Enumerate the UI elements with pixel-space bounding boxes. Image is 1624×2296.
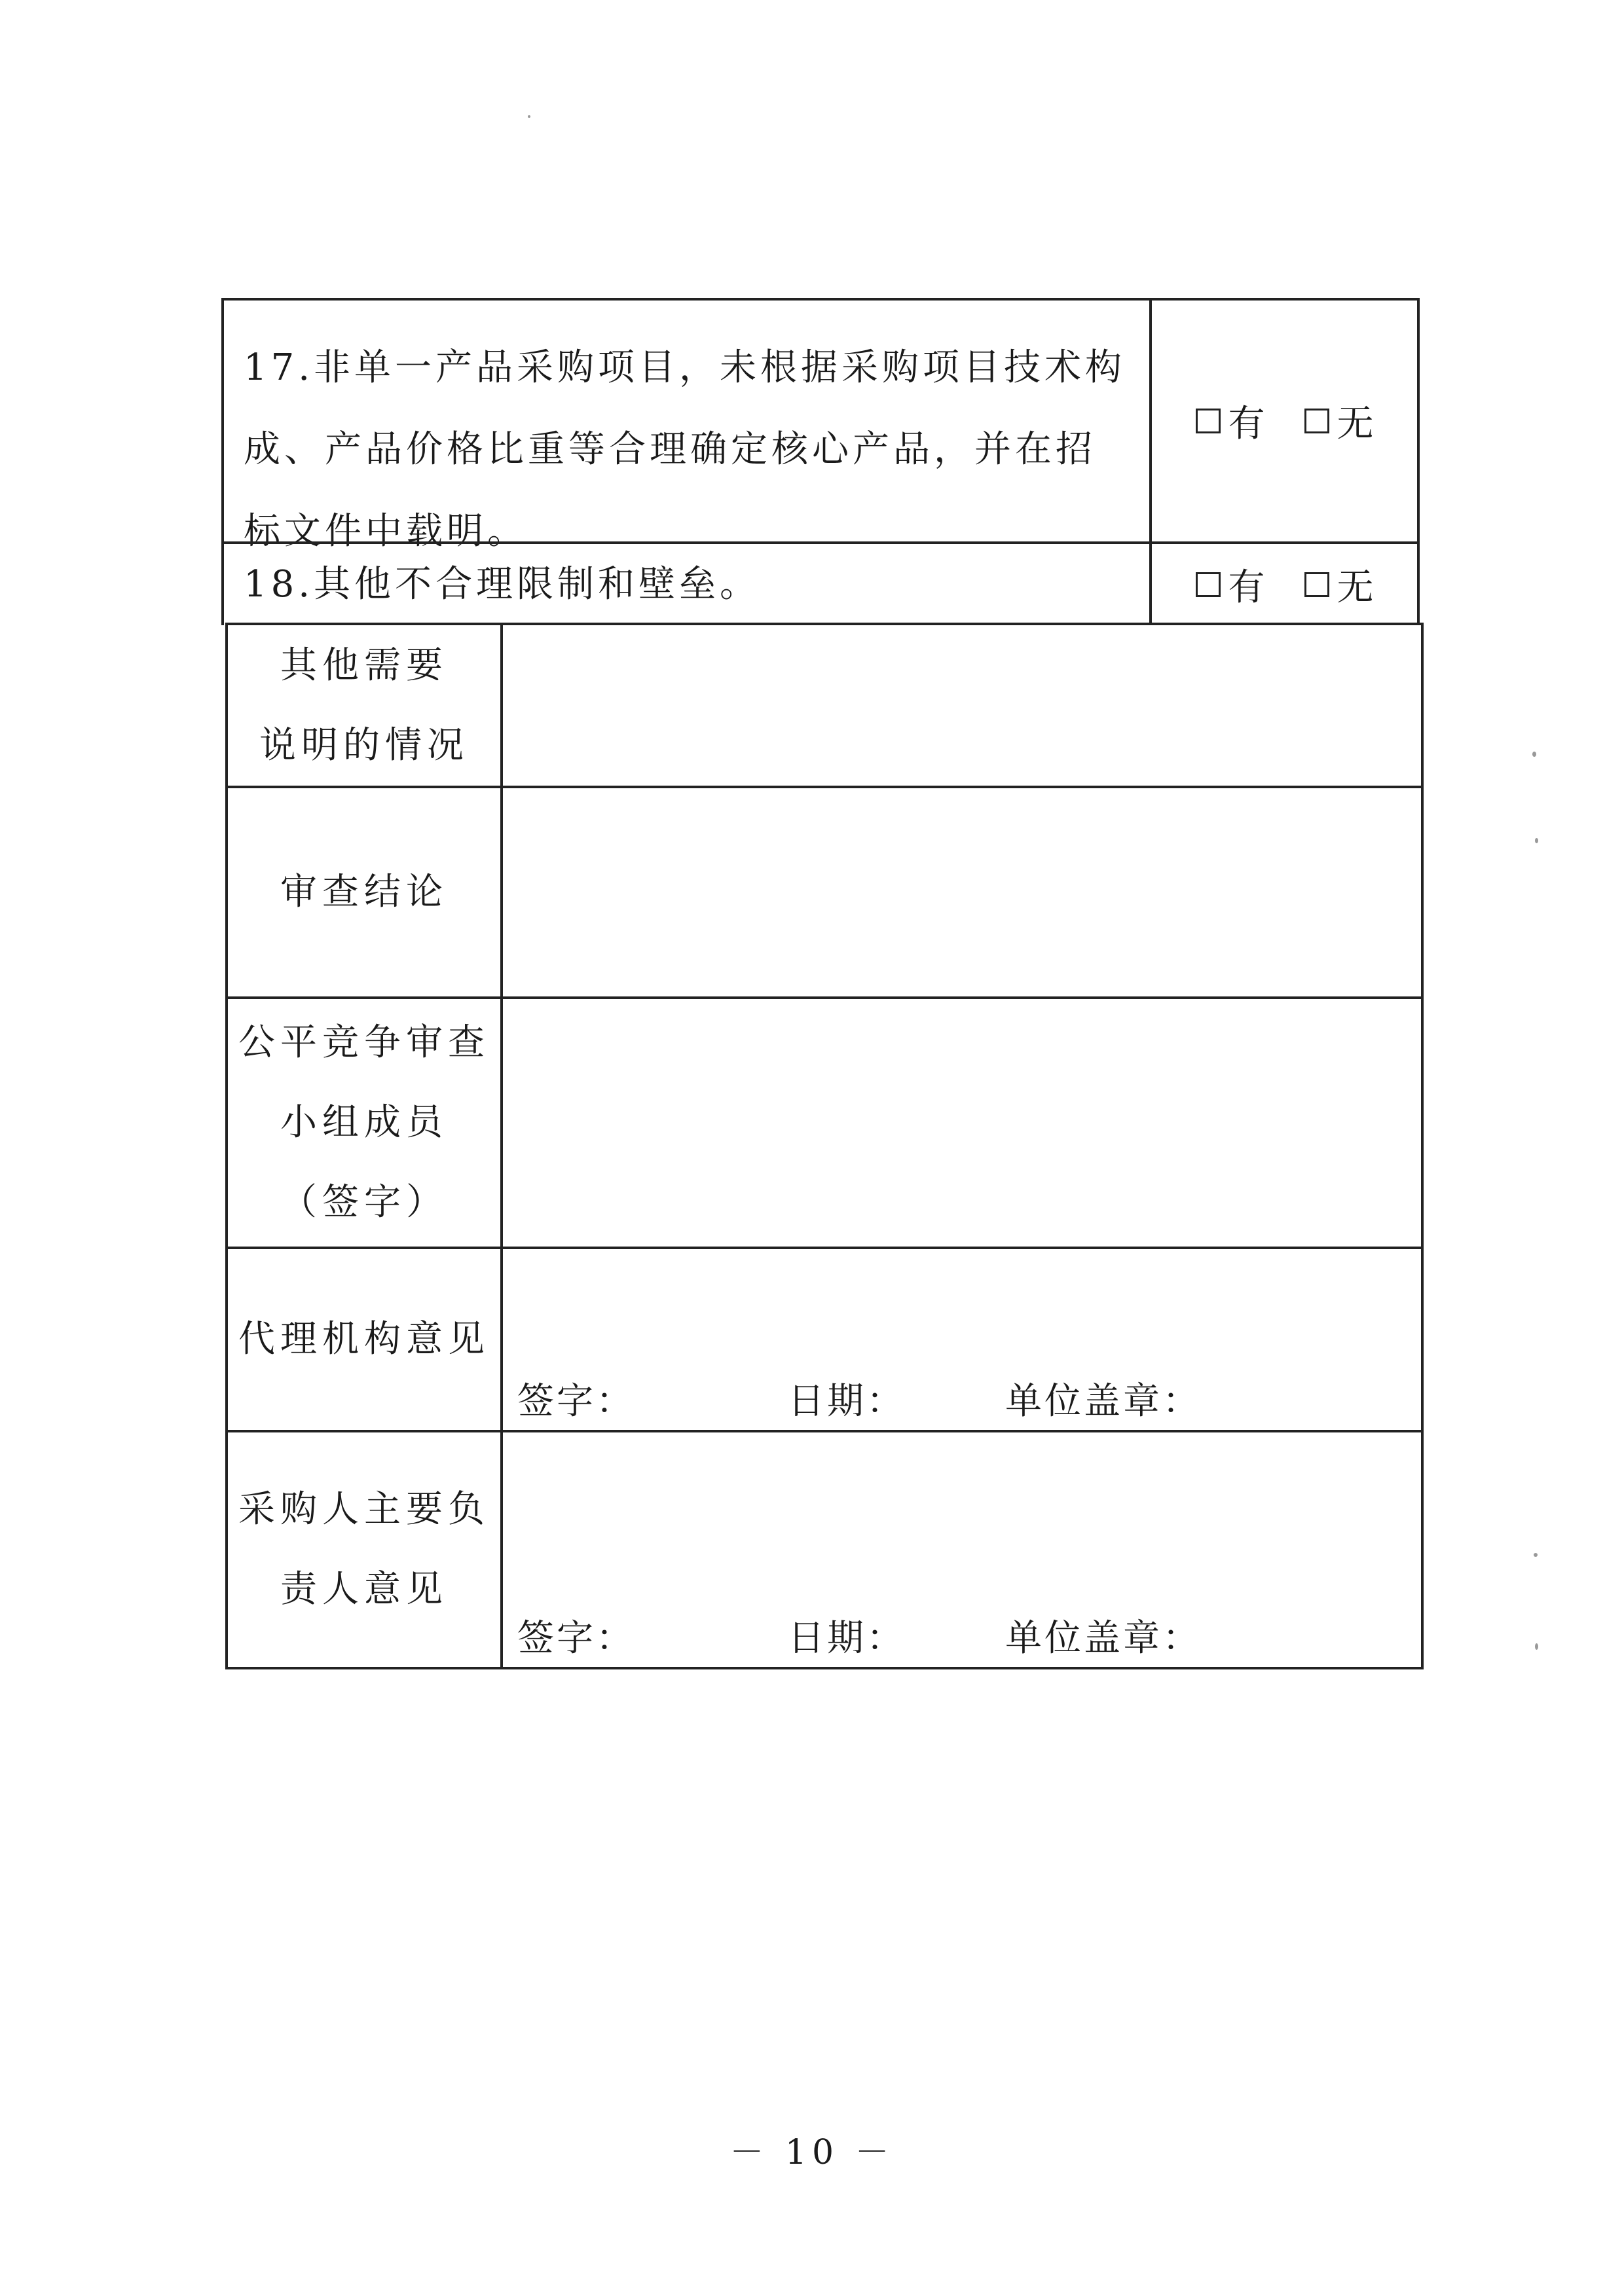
- review-item-18: [221, 541, 1420, 625]
- scan-speck: [1532, 752, 1536, 757]
- purchaser-opinion-label-line1: 采购人主要负: [238, 1488, 490, 1531]
- agency-date-label: 日期：: [788, 1380, 906, 1423]
- other-notes-label: [228, 625, 503, 786]
- review-table: [225, 623, 1424, 1669]
- option-yes-18[interactable]: [1196, 558, 1265, 611]
- agency-sign-line: [517, 1372, 1202, 1425]
- other-notes-label-line1: 其他需要: [280, 644, 448, 687]
- option-yes-label: 有: [1228, 566, 1265, 609]
- option-yes-label: 有: [1228, 403, 1265, 445]
- option-yes-17[interactable]: [1196, 395, 1265, 447]
- agency-opinion-label-text: 代理机构意见: [238, 1318, 490, 1360]
- purchaser-opinion-label-line2: 责人意见: [280, 1568, 448, 1611]
- table-row-purchaser-opinion: [228, 1430, 1421, 1667]
- purchaser-sign-line: [517, 1609, 1202, 1662]
- review-item-18-options: [1152, 544, 1417, 625]
- purchaser-date-label: 日期：: [788, 1617, 906, 1660]
- agency-opinion-label: [228, 1249, 503, 1430]
- table-row-agency-opinion: [228, 1247, 1421, 1430]
- conclusion-label: [228, 788, 503, 996]
- purchaser-opinion-field[interactable]: [503, 1432, 1421, 1667]
- option-no-label: 无: [1337, 566, 1374, 609]
- other-notes-field[interactable]: [503, 625, 1421, 786]
- review-item-17-options: [1152, 301, 1417, 541]
- purchaser-sign-label: 签字：: [517, 1617, 635, 1660]
- option-no-label: 无: [1337, 403, 1374, 445]
- table-row-conclusion: [228, 786, 1421, 996]
- checkbox-icon[interactable]: [1196, 572, 1221, 597]
- scan-speck: [1534, 1553, 1538, 1557]
- review-item-17-text: 17.非单一产品采购项目，未根据采购项目技术构成、产品价格比重等合理确定核心产品，并在招标文件中载明。: [224, 301, 1152, 541]
- purchaser-opinion-label: [228, 1432, 503, 1667]
- checkbox-icon[interactable]: [1196, 409, 1221, 433]
- option-no-17[interactable]: [1304, 395, 1374, 447]
- checkbox-icon[interactable]: [1304, 572, 1329, 597]
- scan-speck: [528, 115, 530, 118]
- review-item-17: [221, 298, 1420, 553]
- scan-speck: [1535, 1643, 1538, 1650]
- conclusion-field[interactable]: [503, 788, 1421, 996]
- agency-seal-label: 单位盖章：: [1005, 1380, 1202, 1423]
- conclusion-label-text: 审查结论: [280, 871, 448, 913]
- table-row-members: [228, 996, 1421, 1247]
- agency-opinion-field[interactable]: [503, 1249, 1421, 1430]
- members-label-line1: 公平竞争审查: [238, 1021, 490, 1064]
- review-item-18-text: 18.其他不合理限制和壁垒。: [224, 544, 1152, 625]
- checkbox-icon[interactable]: [1304, 409, 1329, 433]
- purchaser-seal-label: 单位盖章：: [1005, 1617, 1202, 1660]
- other-notes-label-line2: 说明的情况: [259, 723, 469, 767]
- scan-speck: [1535, 838, 1538, 843]
- page-number: － 10 －: [729, 2133, 895, 2172]
- members-signature-field[interactable]: [503, 999, 1421, 1247]
- members-label-line2: 小组成员: [280, 1101, 448, 1144]
- agency-sign-label: 签字：: [517, 1380, 635, 1423]
- members-label: [228, 999, 503, 1247]
- option-no-18[interactable]: [1304, 558, 1374, 611]
- table-row-other-notes: [228, 625, 1421, 786]
- members-label-line3: （签字）: [280, 1181, 448, 1224]
